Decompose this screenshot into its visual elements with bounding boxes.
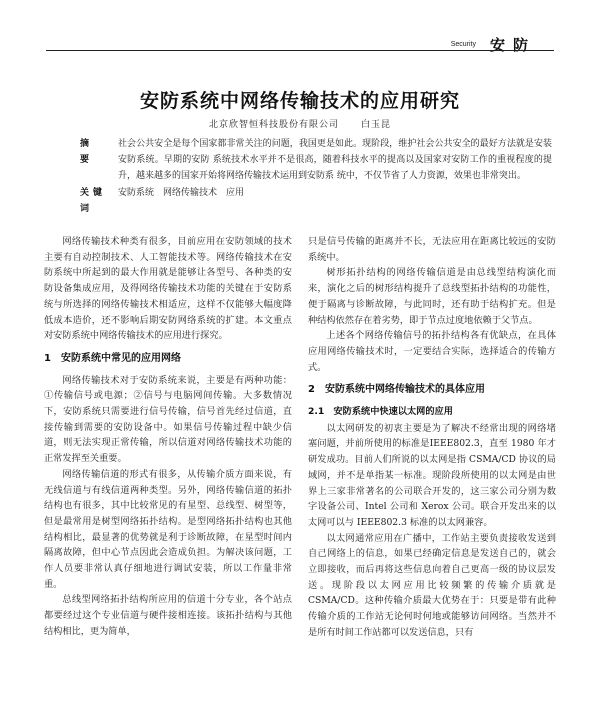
keywords-text: 安防系统 网络传输技术 应用 <box>118 188 245 199</box>
section-number: 1 <box>44 352 51 364</box>
abstract-row <box>80 137 552 184</box>
body-paragraph: 网络传输技术对于安防系统来说，主要是有两种功能：①传输信号或电源；②信号与电脑网间传输。大多数情况下，安防系统只需要进行信号传输，信号首先经过信道，直接传输到需要的安防设备中。如果信号传输过程中缺少信道，则无法实现正常传输，所以信道对网络传输技术功能的正常发挥至关重要。 <box>44 374 292 465</box>
author-organization: 北京欣智恒科技股份有限公司 <box>209 120 340 130</box>
body-paragraph: 以太网通常应用在广播中，工作站主要负责接收发送到自己网络上的信息，如果已经确定信息是发送自己的，就会立即接收，而后再将这些信息向着自己更高一级的协议层发送。现阶段以太网应用比较频繁的传输介质就是 CSMA/CD。这种传输介质最大优势在于：只要是带有此种传输介质的工作站无论何时何地或能够访问网络。当然并不是所有时间工作站都可以发送信息，只有 <box>308 532 556 638</box>
continued-paragraph: 只是信号传输的距离并不长，无法应用在距离比较远的安防系统中。 <box>308 236 556 263</box>
right-column <box>308 234 556 641</box>
running-header <box>451 34 536 55</box>
body-paragraph: 网络传输信道的形式有很多，从传输介质方面来说，有无线信道与有线信道两种类型。另外，网络传输信道的拓扑结构也有很多，其中比较常见的有星型、总线型、树型等，但是最常用是树型网络拓扑结构。是型网络拓扑结构也其他结构相比，最显著的优势就是利于诊断故障，在星型时间内隔离故障，但中心节点因此会造成负担。为解决该问题，工作人员要非常认真仔细地进行调试安装，所以工作量非常重。 <box>44 468 292 590</box>
abstract-text: 社会公共安全是每个国家都非常关注的问题，我国更是如此。现阶段，维护社会公共安全的最好方法就是安装安防系统。早期的安防 系统技术水平并不是很高，随着科技水平的提高以及国家对安防工作的重视程度的提升，越来越多的国家开始将网络传输技术运用到安防系 统中，不仅节省了人力资源，效果也非常突出。 <box>118 139 552 181</box>
section-label-en: Security <box>450 41 476 48</box>
keywords-row <box>80 186 552 218</box>
byline <box>0 117 600 130</box>
keywords-label: 关键词 <box>80 188 107 215</box>
section-title: 安防系统中网络传输技术的具体应用 <box>324 384 485 396</box>
section-title: 安防系统中常见的应用网络 <box>60 352 181 364</box>
body-paragraph: 以太网研发的初衷主要是为了解决不经常出现的网络堵塞问题，并前所使用的标准是IEEE802.3，直至 1980 年才研发成功。目前人们所说的以太网是指 CSMA/CD 协议的局域网，并不是单指某一标准。现阶段所使用的以太网是由世界上三家非常著名的公司联合开发的，这三家公司分别为数字设备公司、Intel 公司和 Xerox 公司。联合开发出来的以太网可以与 IEEE802.3 标准的以太网兼容。 <box>308 422 556 528</box>
abstract <box>80 137 552 218</box>
body-paragraph: 树形拓扑结构的网络传输信道是由总线型结构演化而来，演化之后的树形结构提升了总线型拓扑结构的功能性，便于隔离与诊断故障，与此同时，还有助于结构扩充。但是种结构依然存在着劣势，即于节点过度地依赖于父节点。 <box>308 267 556 326</box>
body-paragraph: 总线型网络拓扑结构所应用的信道十分专业，各个站点都要经过这个专业信道与硬件接相连接。该拓扑结构与其他结构相比，更为简单， <box>44 594 292 637</box>
abstract-label: 摘 要 <box>80 139 107 165</box>
intro-paragraph: 网络传输技术种类有很多，目前应用在安防领域的技术主要有自动控制技术、人工智能技术等。网络传输技术在安防系统中所起到的最大作用就是能够让各型号、各种类的安防设备集成应用，及得网络传输技术功能的关键在于安防系统与所选择的网络传输技术相适应，这样不仅能够大幅度降低成本造价，还不影响后期安防网络系统的扩建。本文重点对安防系统中网络传输技术的应用进行探究。 <box>44 236 292 342</box>
subsection-heading-2-1: 2.1 安防系统中快速以太网的应用 <box>308 406 453 418</box>
author-name: 白玉昆 <box>360 120 391 130</box>
section-heading-1 <box>44 351 292 367</box>
left-column <box>44 234 292 640</box>
section-number: 2 <box>308 384 315 396</box>
section-heading-2 <box>308 382 556 398</box>
paper-title: 安防系统中网络传输技术的应用研究 <box>139 90 460 112</box>
header-rule <box>46 50 554 51</box>
section-label-cn: 安防 <box>489 36 536 54</box>
body-paragraph: 上述各个网络传输信号的拓扑结构各有优缺点，在具体应用网络传输技术时，一定要结合实际，选择适合的传输方式。 <box>308 330 556 373</box>
